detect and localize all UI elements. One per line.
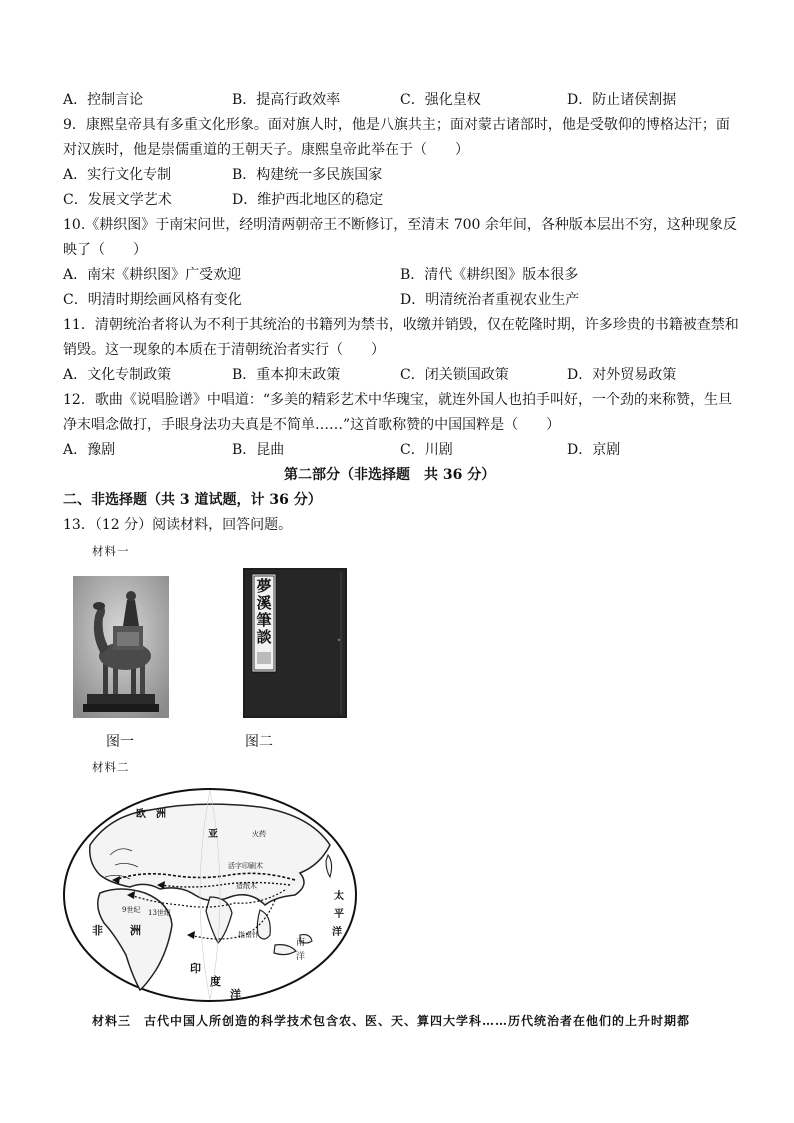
q13-stem: 13．（12 分）阅读材料，回答问题。 [63, 517, 293, 533]
figure1-camel-photo [73, 576, 169, 718]
q8-option-d: D．防止诸侯割据 [567, 92, 677, 108]
figure2-book-photo [243, 568, 347, 718]
q11-option-c: C．闭关锁国政策 [400, 367, 509, 383]
map-label-printing: 活字印刷术 [228, 862, 263, 870]
q12-option-d: D．京剧 [567, 442, 621, 458]
q12-option-a: A．豫剧 [63, 442, 116, 458]
q8-option-c: C．强化皇权 [400, 92, 481, 108]
figure1-caption: 图一 [106, 734, 134, 750]
book-title: 夢溪筆談 [256, 577, 272, 646]
world-map [60, 785, 360, 1005]
q11-option-d: D．对外贸易政策 [567, 367, 677, 383]
q10-option-c: C．明清时期绘画风格有变化 [63, 292, 242, 308]
map-label-indian-1: 印 [190, 962, 201, 975]
figure2-caption: 图二 [245, 734, 273, 750]
map-label-africa-1: 非 [92, 924, 103, 937]
q9-option-a: A．实行文化专制 [63, 167, 172, 183]
map-label-nanyang-1: 南 [296, 938, 306, 948]
q11-stem-line2: 销毁。这一现象的本质在于清朝统治者实行（ ） [63, 342, 385, 358]
q9-option-c: C．发展文学艺术 [63, 192, 172, 208]
q12-stem-line1: 12．歌曲《说唱脸谱》中唱道：“多美的精彩艺术中华瑰宝，就连外国人也拍手叫好，一个劲的来称赞，生旦 [63, 392, 732, 408]
map-label-13th-century: 13世纪 [148, 909, 171, 917]
q12-option-c: C．川剧 [400, 442, 453, 458]
map-label-papermaking: 造纸术 [236, 882, 257, 890]
section-heading: 二、非选择题（共 3 道试题，计 36 分） [63, 492, 322, 508]
map-label-indian-3: 洋 [230, 988, 241, 1001]
q11-option-a: A．文化专制政策 [63, 367, 172, 383]
map-label-9th-century: 9世纪 [122, 906, 141, 914]
material3-text: 材料三 古代中国人所创造的科学技术包含农、医、天、算四大学科……历代统治者在他们的上升时期都 [92, 1014, 691, 1028]
map-label-nanyang-2: 洋 [296, 952, 306, 962]
q8-option-a: A．控制言论 [63, 92, 144, 108]
map-label-asia: 亚 [208, 829, 218, 840]
q10-option-d: D．明清统治者重视农业生产 [400, 292, 580, 308]
q10-stem-line2: 映了（ ） [63, 242, 147, 258]
q10-option-b: B．清代《耕织图》版本很多 [400, 267, 579, 283]
q9-stem-line2: 对汉族时，他是崇儒重道的王朝天子。康熙皇帝此举在于（ ） [63, 142, 469, 158]
q10-option-a: A．南宋《耕织图》广受欢迎 [63, 267, 242, 283]
q11-option-b: B．重本抑末政策 [232, 367, 341, 383]
q12-option-b: B．昆曲 [232, 442, 285, 458]
map-label-gunpowder: 火药 [252, 830, 266, 838]
q8-option-b: B．提高行政效率 [232, 92, 341, 108]
q9-option-b: B．构建统一多民族国家 [232, 167, 383, 183]
map-label-europe: 欧 洲 [136, 809, 166, 820]
material1-label: 材料一 [92, 544, 130, 558]
map-label-pacific-3: 洋 [332, 927, 342, 938]
map-label-compass: 指南针 [238, 931, 259, 939]
map-label-pacific-1: 太 [334, 891, 344, 902]
q12-stem-line2: 净末唱念做打，手眼身法功夫真是不简单……”这首歌称赞的中国国粹是（ ） [63, 417, 561, 433]
q11-stem-line1: 11．清朝统治者将认为不利于其统治的书籍列为禁书，收缴并销毁，仅在乾隆时期，许多珍贵的书籍被查禁和 [63, 317, 739, 333]
q9-option-d: D．维护西北地区的稳定 [232, 192, 384, 208]
part2-title: 第二部分（非选择题 共 36 分） [284, 467, 496, 483]
map-label-africa-2: 洲 [130, 924, 141, 937]
q10-stem-line1: 10.《耕织图》于南宋问世，经明清两朝帝王不断修订，至清末 700 余年间，各种版本层出不穷，这种现象反 [63, 217, 737, 233]
q9-stem-line1: 9．康熙皇帝具有多重文化形象。面对旗人时，他是八旗共主；面对蒙古诸部时，他是受敬仰的博格达汗；面 [63, 117, 730, 133]
map-label-pacific-2: 平 [334, 909, 344, 920]
material2-label: 材料二 [92, 760, 130, 774]
map-label-indian-2: 度 [210, 975, 221, 988]
